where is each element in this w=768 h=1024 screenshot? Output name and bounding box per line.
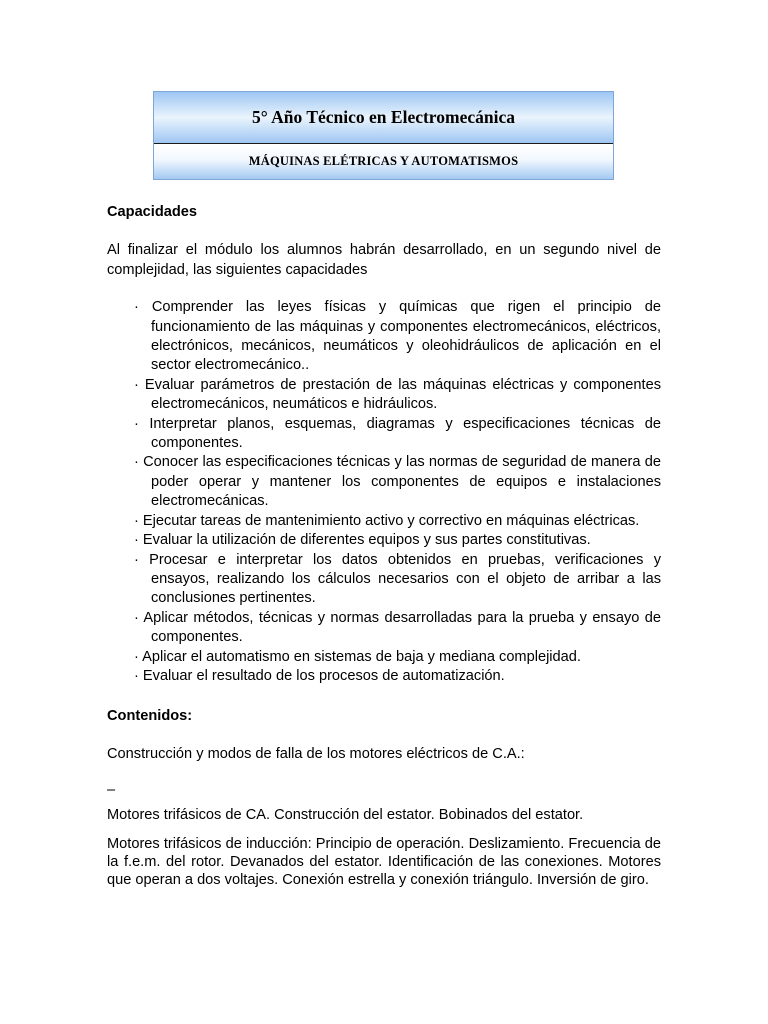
document-header (153, 91, 614, 180)
document-title: 5° Año Técnico en Electromecánica (154, 92, 613, 143)
list-item: · Evaluar el resultado de los procesos de automatización. (134, 667, 505, 684)
list-item: · Comprender las leyes físicas y químicas que rigen el principio de funcionamiento de las máquinas y componentes electromecánicos, eléctricos, electrónicos, mecánicos, neumáticos y oleohidráulicos de aplicación en el sector electromecánico.. (134, 299, 661, 374)
dash-marker: – (107, 782, 116, 799)
contenidos-section-title: Construcción y modos de falla de los motores eléctricos de C.A.: (107, 745, 525, 762)
capacidades-list (107, 298, 661, 686)
document-body (107, 203, 661, 890)
capacidades-heading: Capacidades (107, 204, 198, 220)
list-item: · Conocer las especificaciones técnicas y las normas de seguridad de manera de poder operar y mantener los componentes de equipos e instalaciones electromecánicas. (134, 454, 661, 510)
contenidos-paragraph-2: Motores trifásicos de inducción: Principio de operación. Deslizamiento. Frecuencia de la f.e.m. del rotor. Devanados del estator. Identificación de las conexiones. Motores que operan a dos voltajes. Conexión estrella y conexión triángulo. Inversión de giro. (107, 835, 661, 889)
contenidos-heading: Contenidos: (107, 708, 193, 725)
contenidos-paragraph-1: Motores trifásicos de CA. Construcción del estator. Bobinados del estator. (107, 807, 584, 824)
document-subtitle: MÁQUINAS ELÉTRICAS Y AUTOMATISMOS (154, 144, 613, 179)
list-item: · Aplicar métodos, técnicas y normas desarrolladas para la prueba y ensayo de componentes. (134, 609, 661, 646)
list-item: · Evaluar la utilización de diferentes equipos y sus partes constitutivas. (134, 532, 591, 549)
list-item: · Interpretar planos, esquemas, diagramas y especificaciones técnicas de componentes. (134, 415, 661, 452)
list-item: · Ejecutar tareas de mantenimiento activo y correctivo en máquinas eléctricas. (134, 512, 640, 529)
list-item: · Procesar e interpretar los datos obtenidos en pruebas, verificaciones y ensayos, realizando los cálculos necesarios con el objeto de arribar a las conclusiones pertinentes. (134, 551, 661, 607)
list-item: · Aplicar el automatismo en sistemas de baja y mediana complejidad. (134, 648, 581, 665)
capacidades-intro: Al finalizar el módulo los alumnos habrán desarrollado, en un segundo nivel de complejidad, las siguientes capacidades (107, 242, 661, 278)
list-item: · Evaluar parámetros de prestación de las máquinas eléctricas y componentes electromecánicos, neumáticos e hidráulicos. (134, 376, 661, 413)
